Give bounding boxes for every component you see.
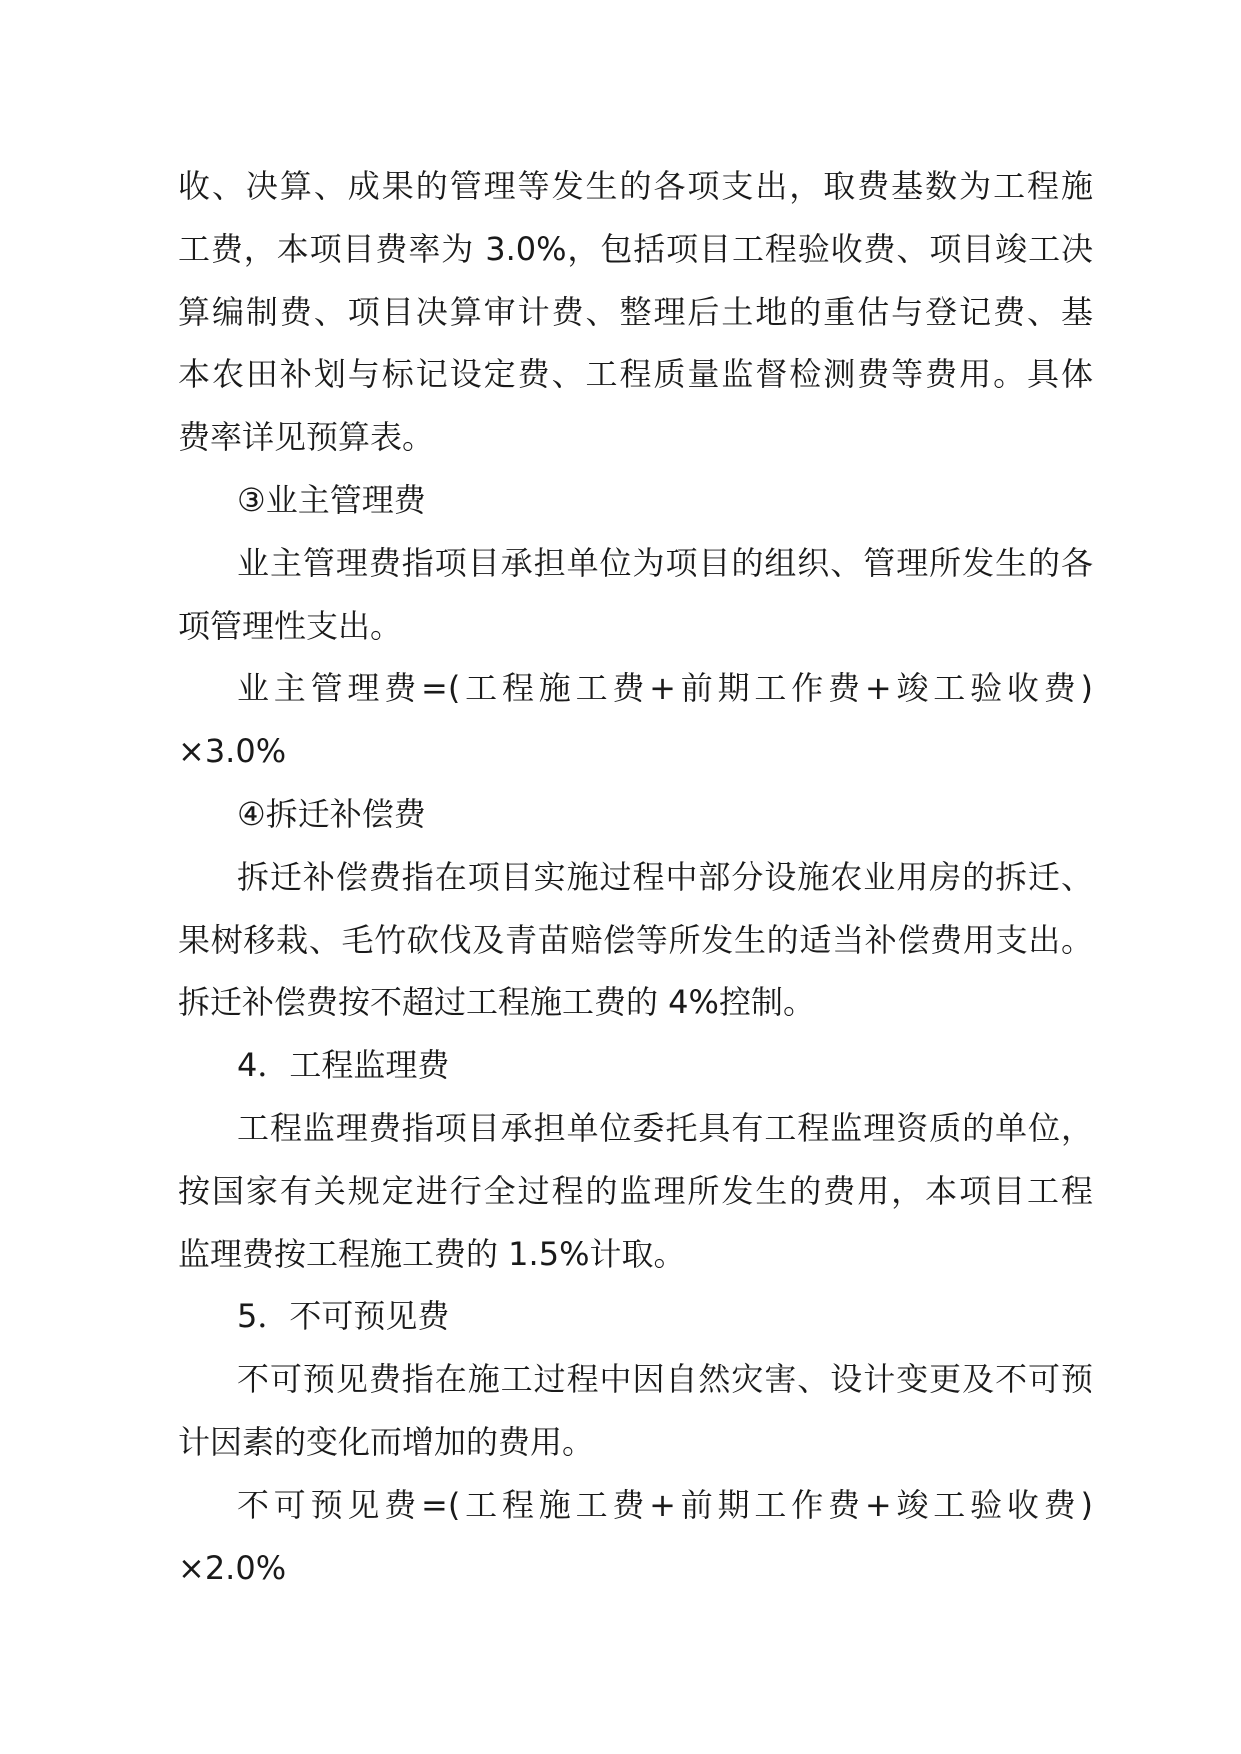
text-line: ×3.0%: [178, 732, 287, 771]
text-line: 拆迁补偿费按不超过工程施工费的 4%控制。: [178, 983, 815, 1022]
body-text: [178, 155, 1093, 1599]
text-line: 费率详见预算表。: [178, 418, 435, 457]
text-line: 4．工程监理费: [237, 1046, 450, 1085]
text-line: 本农田补划与标记设定费、工程质量监督检测费等费用。具体: [178, 355, 1093, 394]
text-line: 拆迁补偿费指在项目实施过程中部分设施农业用房的拆迁、: [237, 857, 1093, 896]
text-line: 不可预见费指在施工过程中因自然灾害、设计变更及不可预: [237, 1360, 1093, 1399]
text-line: 项管理性支出。: [178, 606, 403, 645]
text-line: ④拆迁补偿费: [237, 794, 426, 833]
text-line: 计因素的变化而增加的费用。: [178, 1422, 595, 1461]
text-line: 果树移栽、毛竹砍伐及青苗赔偿等所发生的适当补偿费用支出。: [178, 920, 1093, 959]
text-line: 按国家有关规定进行全过程的监理所发生的费用，本项目工程: [178, 1171, 1093, 1210]
text-line: 监理费按工程施工费的 1.5%计取。: [178, 1234, 686, 1273]
text-line: 工程监理费指项目承担单位委托具有工程监理资质的单位，: [237, 1108, 1093, 1147]
text-line: ③业主管理费: [237, 480, 426, 519]
text-line: 不可预见费=(工程施工费+前期工作费+竣工验收费): [237, 1485, 1093, 1524]
text-line: 业主管理费指项目承担单位为项目的组织、管理所发生的各: [237, 543, 1093, 582]
text-line: 业主管理费=(工程施工费+前期工作费+竣工验收费): [237, 669, 1093, 708]
text-line: ×2.0%: [178, 1548, 287, 1587]
text-line: 收、决算、成果的管理等发生的各项支出，取费基数为工程施: [178, 167, 1093, 205]
text-line: 5．不可预见费: [237, 1297, 450, 1336]
text-line: 算编制费、项目决算审计费、整理后土地的重估与登记费、基: [178, 292, 1093, 331]
text-line: 工费，本项目费率为 3.0%，包括项目工程验收费、项目竣工决: [178, 229, 1093, 268]
